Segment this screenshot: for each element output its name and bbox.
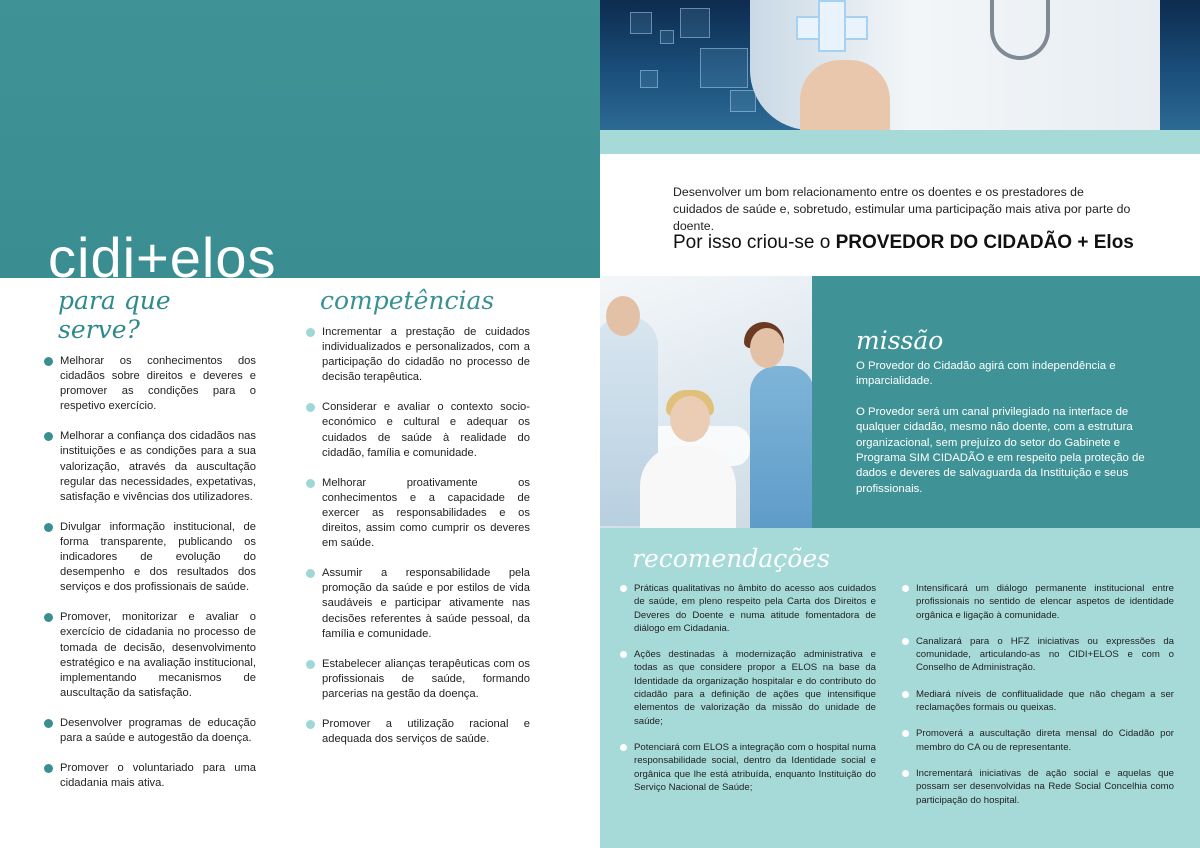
list-item: Incrementará iniciativas de ação social e aquelas que possam ser desenvolvidas na Rede Social Concelhia como participação do hospital. [902,767,1174,807]
bullet-dot-icon [306,569,315,578]
recomendacoes-section [600,528,1200,848]
intro-text: Desenvolver um bom relacionamento entre os doentes e os prestadores de cuidados de saúde e, sobretudo, estimular uma participação mais ativa por parte do doente. [673,185,1131,233]
missao-paragraph: O Provedor será um canal privilegiado na interface de qualquer cidadão, mesmo não doente, com a estrutura organizacional, sem prejuízo do setor do Gabinete e Programa SIM CIDADÃO e em respeito pela proteção de dados e deveres de salvaguarda da Instituição e seus profissionais. [856,405,1145,495]
para-que-serve-list [44,354,256,791]
bullet-dot-icon [902,585,909,592]
missao-section [812,276,1200,528]
competencias-list [306,325,530,747]
hero-doctor-image [600,0,1200,130]
list-item: Promoverá a auscultação direta mensal do Cidadão por membro do CA ou de representante. [902,727,1174,754]
list-item: Melhorar a confiança dos cidadãos nas instituições e as condições para a sua valorização, através da auscultação regular das necessidades, expetativas, satisfação e vivências dos utilizadores. [44,429,256,504]
list-item: Promover a utilização racional e adequada dos serviços de saúde. [306,717,530,747]
list-item: Considerar e avaliar o contexto socio-económico e cultural e adequar os cuidados de saúde à realidade do cidadão, família e comunidade. [306,400,530,460]
patient-care-photo [600,276,812,528]
bullet-dot-icon [902,691,909,698]
list-item: Ações destinadas à modernização administrativa e todas as que considere propor a ELOS na base da Identidade da organização hospitalar e do contributo do cidadão para a definição de ações que intensifique elementos de valorização da missão do unidade de saúde; [620,648,876,728]
list-item: Desenvolver programas de educação para a saúde e autogestão da doença. [44,716,256,746]
list-item: Divulgar informação institucional, de forma transparente, publicando os indicadores de evolução do desempenho e dos resultados dos serviços e dos profissionais de saúde. [44,520,256,595]
bullet-dot-icon [44,432,53,441]
list-item: Promover, monitorizar e avaliar o exercício de cidadania no processo de tomada de decisão, desenvolvimento estratégico e na avaliação institucional, implementando mecanismos de auscultação da satisfação. [44,610,256,701]
stethoscope-icon [990,0,1050,60]
bullet-dot-icon [44,764,53,773]
teal-divider-strip [600,130,1200,154]
bullet-dot-icon [44,357,53,366]
para-que-serve-heading: para que serve? [58,286,171,344]
bullet-dot-icon [306,660,315,669]
missao-heading: missão [856,326,944,355]
recomendacoes-right-column [902,582,1174,820]
bullet-dot-icon [306,328,315,337]
tagline: Por isso criou-se o PROVEDOR DO CIDADÃO + Elos [673,232,1134,253]
list-item: Potenciará com ELOS a integração com o hospital numa responsabilidade social, dentro da Identidade social e orgânica que lhe está atribuída, enquanto Instituição do Serviço Nacional de Saúde; [620,741,876,794]
bullet-dot-icon [44,719,53,728]
list-item: Promover o voluntariado para uma cidadania mais ativa. [44,761,256,791]
list-item: Assumir a responsabilidade pela promoção da saúde e por estilos de vida saudáveis e participar ativamente nas decisões referentes à saúde pessoal, da família e comunidade. [306,566,530,641]
competencias-heading: competências [320,286,495,315]
bullet-dot-icon [306,720,315,729]
bullet-dot-icon [44,523,53,532]
bullet-dot-icon [620,585,627,592]
list-item: Práticas qualitativas no âmbito do acesso aos cuidados de saúde, em pleno respeito pela Carta dos Direitos e Deveres do Doente e numa atitude fomentadora de diálogo em Cidadania. [620,582,876,635]
bullet-dot-icon [306,479,315,488]
list-item: Incrementar a prestação de cuidados individualizados e personalizados, com a participação do cidadão no processo de decisão terapêutica. [306,325,530,385]
brand-title: cidi+elos [48,226,277,278]
bullet-dot-icon [620,651,627,658]
missao-paragraph: O Provedor do Cidadão agirá com independência e imparcialidade. [856,360,1116,388]
list-item: Melhorar os conhecimentos dos cidadãos sobre direitos e deveres e promover as condições para o respetivo exercício. [44,354,256,414]
bullet-dot-icon [306,403,315,412]
bullet-dot-icon [902,770,909,777]
para-que-serve-section [44,286,256,806]
bullet-dot-icon [620,744,627,751]
recomendacoes-left-column [620,582,876,807]
left-header-band [0,0,600,278]
list-item: Melhorar proativamente os conhecimentos e a capacidade de exercer as responsabilidades e os direitos, assim como cumprir os deveres em saúde. [306,476,530,551]
pointing-hand [800,60,890,130]
bullet-dot-icon [902,730,909,737]
bullet-dot-icon [44,613,53,622]
list-item: Canalizará para o HFZ iniciativas ou expressões da comunidade, articulando-as no CIDI+ELOS e com o Conselho de Administração. [902,635,1174,675]
tagline-emphasis: PROVEDOR DO CIDADÃO + Elos [835,232,1134,253]
bullet-dot-icon [902,638,909,645]
recomendacoes-heading: recomendações [632,544,830,573]
competencias-section [306,286,530,762]
list-item: Mediará níveis de conflitualidade que não chegam a ser reclamações formais ou queixas. [902,688,1174,715]
list-item: Intensificará um diálogo permanente institucional entre profissionais no sentido de elencar aspetos de identidade orgânica e ligação à comunidade. [902,582,1174,622]
list-item: Estabelecer alianças terapêuticas com os profissionais de saúde, formando parcerias na gestão da doença. [306,657,530,702]
